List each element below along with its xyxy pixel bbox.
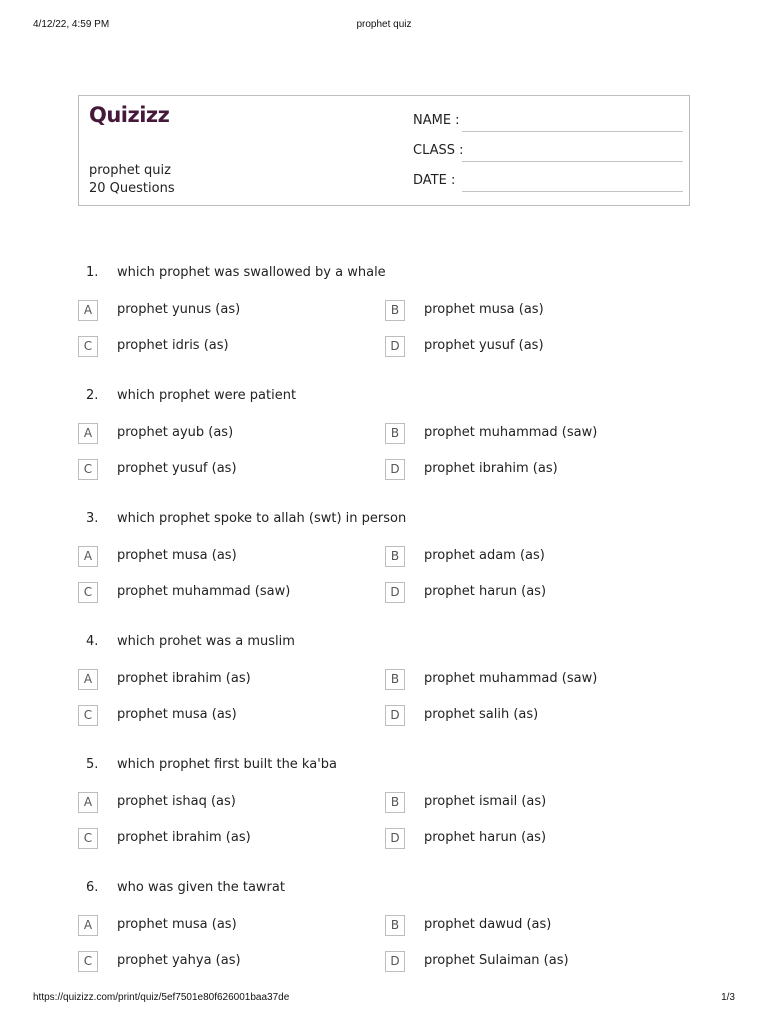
question-3 xyxy=(0,511,768,631)
question-number: 3. xyxy=(86,511,99,526)
option-letter-box: C xyxy=(78,828,98,849)
quiz-title: prophet quiz xyxy=(89,163,171,178)
print-date: 4/12/22, 4:59 PM xyxy=(33,19,110,30)
page-number: 1/3 xyxy=(721,992,735,1003)
option-letter-box: B xyxy=(385,792,405,813)
option-b xyxy=(385,423,685,445)
option-d xyxy=(385,582,685,604)
question-number: 2. xyxy=(86,388,99,403)
option-text: prophet musa (as) xyxy=(117,917,237,932)
option-text: prophet adam (as) xyxy=(424,548,545,563)
option-a xyxy=(78,546,378,568)
option-text: prophet yusuf (as) xyxy=(117,461,237,476)
print-footer xyxy=(0,992,768,1006)
option-text: prophet Sulaiman (as) xyxy=(424,953,569,968)
option-text: prophet harun (as) xyxy=(424,584,547,599)
question-number: 6. xyxy=(86,880,99,895)
option-letter-box: B xyxy=(385,669,405,690)
option-text: prophet musa (as) xyxy=(117,548,237,563)
option-text: prophet yahya (as) xyxy=(117,953,241,968)
option-c xyxy=(78,705,378,727)
print-title: prophet quiz xyxy=(356,19,412,30)
option-letter-box: D xyxy=(385,828,405,849)
option-a xyxy=(78,669,378,691)
quizizz-logo: Quizizz xyxy=(89,103,170,127)
question-6 xyxy=(0,880,768,1000)
print-header xyxy=(0,19,768,33)
name-field xyxy=(413,113,683,133)
option-letter-box: D xyxy=(385,459,405,480)
option-b xyxy=(385,915,685,937)
question-text: who was given the tawrat xyxy=(117,880,285,895)
option-text: prophet ishaq (as) xyxy=(117,794,236,809)
option-c xyxy=(78,951,378,973)
name-line xyxy=(462,131,683,132)
question-number: 5. xyxy=(86,757,99,772)
date-line xyxy=(462,191,683,192)
question-text: which prophet spoke to allah (swt) in person xyxy=(117,511,407,526)
option-b xyxy=(385,669,685,691)
option-letter-box: A xyxy=(78,300,98,321)
option-letter-box: D xyxy=(385,705,405,726)
option-text: prophet musa (as) xyxy=(117,707,237,722)
option-d xyxy=(385,336,685,358)
option-c xyxy=(78,336,378,358)
option-text: prophet harun (as) xyxy=(424,830,547,845)
question-text: which prophet first built the ka'ba xyxy=(117,757,337,772)
option-text: prophet muhammad (saw) xyxy=(117,584,291,599)
option-letter-box: A xyxy=(78,546,98,567)
option-d xyxy=(385,705,685,727)
option-b xyxy=(385,300,685,322)
class-field xyxy=(413,143,683,163)
option-a xyxy=(78,300,378,322)
question-text: which prophet was swallowed by a whale xyxy=(117,265,386,280)
option-text: prophet idris (as) xyxy=(117,338,229,353)
option-text: prophet yunus (as) xyxy=(117,302,241,317)
option-text: prophet yusuf (as) xyxy=(424,338,544,353)
date-label: DATE : xyxy=(413,173,456,188)
print-url: https://quizizz.com/print/quiz/5ef7501e80f626001baa37de xyxy=(33,992,290,1003)
option-a xyxy=(78,423,378,445)
option-text: prophet ibrahim (as) xyxy=(117,671,251,686)
option-letter-box: D xyxy=(385,582,405,603)
name-label: NAME : xyxy=(413,113,460,128)
option-letter-box: B xyxy=(385,546,405,567)
option-c xyxy=(78,459,378,481)
question-1 xyxy=(0,265,768,385)
question-number: 4. xyxy=(86,634,99,649)
option-text: prophet musa (as) xyxy=(424,302,544,317)
option-letter-box: D xyxy=(385,951,405,972)
option-text: prophet ayub (as) xyxy=(117,425,234,440)
option-text: prophet muhammad (saw) xyxy=(424,425,598,440)
option-letter-box: A xyxy=(78,669,98,690)
quiz-header-box xyxy=(78,95,690,206)
option-d xyxy=(385,828,685,850)
question-count: 20 Questions xyxy=(89,181,175,196)
question-text: which prohet was a muslim xyxy=(117,634,295,649)
option-text: prophet ismail (as) xyxy=(424,794,547,809)
question-4 xyxy=(0,634,768,754)
option-letter-box: B xyxy=(385,915,405,936)
class-line xyxy=(462,161,683,162)
option-a xyxy=(78,915,378,937)
option-b xyxy=(385,546,685,568)
option-text: prophet ibrahim (as) xyxy=(424,461,558,476)
option-b xyxy=(385,792,685,814)
option-a xyxy=(78,792,378,814)
option-text: prophet salih (as) xyxy=(424,707,539,722)
option-text: prophet muhammad (saw) xyxy=(424,671,598,686)
option-letter-box: B xyxy=(385,423,405,444)
option-letter-box: A xyxy=(78,423,98,444)
option-letter-box: C xyxy=(78,336,98,357)
option-letter-box: A xyxy=(78,792,98,813)
question-5 xyxy=(0,757,768,877)
option-letter-box: C xyxy=(78,951,98,972)
option-letter-box: C xyxy=(78,582,98,603)
option-letter-box: D xyxy=(385,336,405,357)
option-text: prophet dawud (as) xyxy=(424,917,552,932)
option-letter-box: A xyxy=(78,915,98,936)
option-c xyxy=(78,828,378,850)
option-letter-box: C xyxy=(78,705,98,726)
option-letter-box: C xyxy=(78,459,98,480)
option-letter-box: B xyxy=(385,300,405,321)
question-number: 1. xyxy=(86,265,99,280)
option-text: prophet ibrahim (as) xyxy=(117,830,251,845)
option-d xyxy=(385,951,685,973)
option-d xyxy=(385,459,685,481)
question-text: which prophet were patient xyxy=(117,388,297,403)
date-field xyxy=(413,173,683,193)
class-label: CLASS : xyxy=(413,143,464,158)
option-c xyxy=(78,582,378,604)
question-2 xyxy=(0,388,768,508)
